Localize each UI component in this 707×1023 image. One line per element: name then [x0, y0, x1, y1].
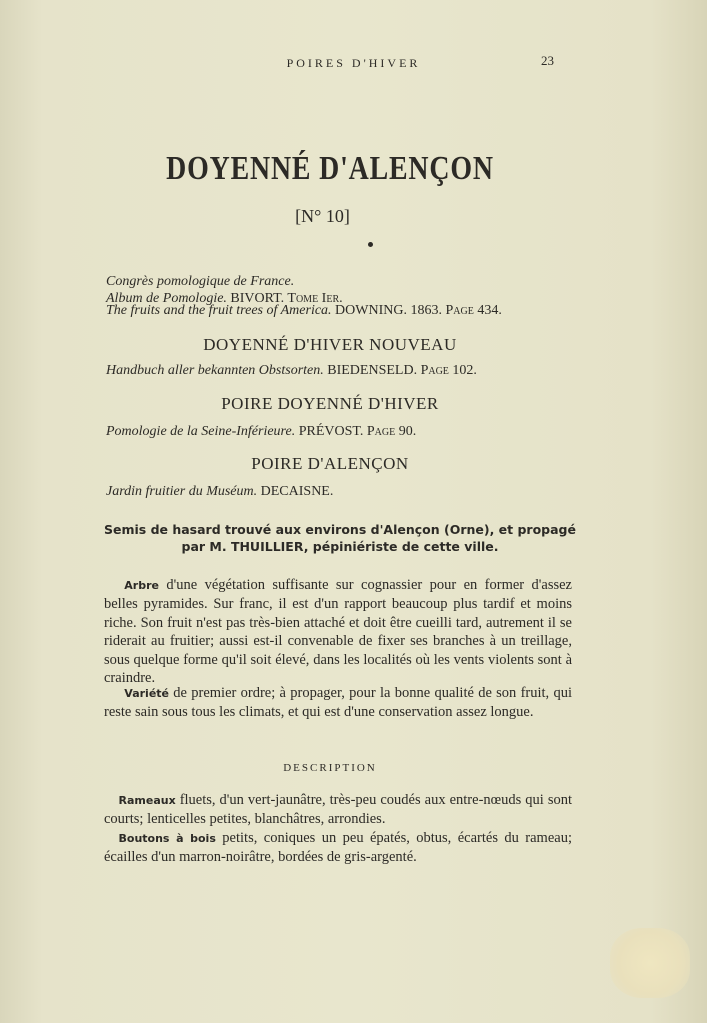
paragraph-lead: Rameaux: [118, 794, 176, 807]
reference-author: BIEDENSELD. Page 102.: [327, 363, 477, 378]
reference-author: PRÉVOST. Page 90.: [298, 424, 417, 439]
variety-number: [N° 10]: [295, 206, 350, 226]
page-number: 23: [541, 53, 554, 68]
reference-line: [106, 484, 333, 500]
paragraph-lead: Variété: [124, 687, 170, 700]
paragraph-text: de premier ordre; à propager, pour la bonne qualité de son fruit, qui reste sain sous tous les climats, et qui est d'une conservation assez longue.: [104, 685, 572, 721]
description-heading: DESCRIPTION: [283, 762, 377, 774]
reference-work: The fruits and the fruit trees of America.: [106, 303, 332, 318]
paragraph-text: petits, coniques un peu épatés, obtus, écartés du rameau; écailles d'un marron-noirâtre, bordées de gris-argenté.: [104, 830, 572, 866]
paragraph-arbre: [104, 576, 572, 687]
paragraph-boutons: [104, 829, 572, 867]
paragraph-lead: Arbre: [124, 579, 159, 592]
paragraph-text: d'une végétation suffisante sur cognassier pour en former d'assez belles pyramides. Sur franc, il est d'un rapport beaucoup plus tardif et moins riche. Son fruit n'est pas très-bien attaché et doit être cueilli tard, autrement il se riderait au fruitier; aussi est-il convenable de fixer ses branches à un treillage, sous quelque forme qu'il soit élevé, dans les localités où les vents violents sont à craindre.: [104, 577, 572, 687]
paragraph-text: fluets, d'un vert-jaunâtre, très-peu coudés aux entre-nœuds qui sont courts; lenticelles petites, blanchâtres, arrondies.: [104, 792, 572, 828]
paragraph-variete: [104, 684, 572, 722]
reference-author: BIVORT. Tome Ier.: [230, 291, 343, 306]
reference-author: DOWNING. 1863. Page 434.: [335, 303, 502, 318]
reference-line: [106, 274, 294, 290]
origin-note: [0, 521, 680, 555]
reference-line: [106, 363, 477, 379]
reference-work: Album de Pomologie.: [106, 291, 227, 306]
reference-work: Pomologie de la Seine-Inférieure.: [106, 424, 296, 439]
paragraph-rameaux: [104, 791, 572, 829]
page-title: DOYENNÉ D'ALENÇON: [166, 150, 494, 187]
ornament-dot: [368, 242, 373, 247]
running-header: POIRES D'HIVER: [286, 56, 421, 70]
origin-line: Semis de hasard trouvé aux environs d'Alençon (Orne), et propagé: [103, 522, 576, 537]
reference-line: [106, 303, 502, 319]
paper-stain: [610, 928, 690, 998]
reference-work: Congrès pomologique de France.: [106, 274, 295, 289]
reference-work: Jardin fruitier du Muséum.: [106, 484, 258, 499]
synonym-heading: POIRE DOYENNÉ D'HIVER: [221, 394, 439, 413]
paragraph-lead: Boutons à bois: [118, 832, 216, 845]
synonym-heading: POIRE D'ALENÇON: [251, 454, 409, 473]
origin-line: par M. THUILLIER, pépiniériste de cette ville.: [181, 539, 499, 554]
reference-line: [106, 424, 416, 440]
reference-author: DECAISNE.: [260, 484, 334, 499]
synonym-heading: DOYENNÉ D'HIVER NOUVEAU: [203, 335, 457, 354]
reference-work: Handbuch aller bekannten Obstsorten.: [106, 363, 324, 378]
